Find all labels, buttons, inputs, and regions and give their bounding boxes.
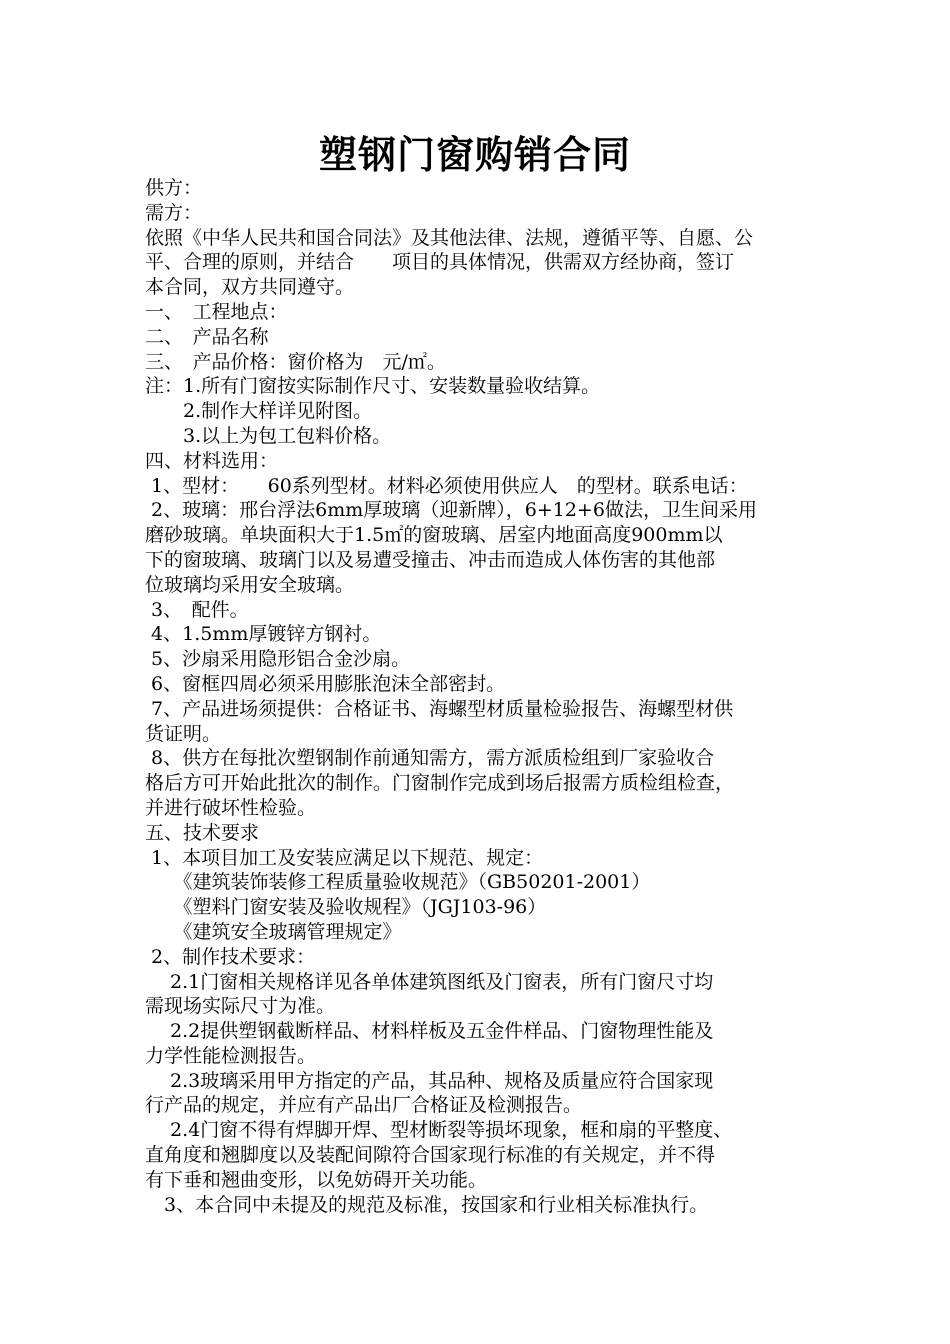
- text-line: 货证明。: [145, 722, 222, 745]
- text-line: 需现场实际尺寸为准。: [145, 995, 336, 1018]
- text-line: 直角度和翘脚度以及装配间隙符合国家现行标准的有关规定，并不得: [145, 1144, 716, 1167]
- text-line: 需方：: [145, 201, 203, 224]
- text-line: 有下垂和翘曲变形，以免妨碍开关功能。: [145, 1168, 488, 1191]
- text-line: 1、型材： 60系列型材。材料必须使用供应人 的型材。联系电话：: [145, 474, 748, 497]
- text-line: 2.制作大样详见附图。: [145, 400, 373, 423]
- text-line: 2.2提供塑钢截断样品、材料样板及五金件样品、门窗物理性能及: [145, 1020, 714, 1043]
- text-line: 2、玻璃：邢台浮法6mm厚玻璃（迎新牌），6+12+6做法，卫生间采用: [145, 499, 757, 522]
- text-line: 8、供方在每批次塑钢制作前通知需方，需方派质检组到厂家验收合: [145, 747, 715, 770]
- text-line: 1、本项目加工及安装应满足以下规范、规定：: [145, 846, 544, 869]
- text-line: 6、窗框四周必须采用膨胀泡沫全部密封。: [145, 672, 506, 695]
- text-line: 下的窗玻璃、玻璃门以及易遭受撞击、冲击而造成人体伤害的其他部: [145, 548, 716, 571]
- text-line: 四、材料选用：: [145, 449, 279, 472]
- text-line: 行产品的规定，并应有产品出厂合格证及检测报告。: [145, 1094, 583, 1117]
- text-line: 2.1门窗相关规格详见各单体建筑图纸及门窗表，所有门窗尺寸均: [145, 970, 714, 993]
- text-line: 4、1.5mm厚镀锌方钢衬。: [145, 623, 382, 646]
- text-line: 五、技术要求: [145, 821, 260, 844]
- text-line: 力学性能检测报告。: [145, 1044, 317, 1067]
- text-line: 三、 产品价格：窗价格为 元/㎡。: [145, 350, 446, 373]
- document-title: 塑钢门窗购销合同: [318, 133, 631, 177]
- text-line: 二、 产品名称: [145, 325, 269, 348]
- text-line: 一、 工程地点：: [145, 300, 288, 323]
- text-line: 本合同，双方共同遵守。: [145, 276, 355, 299]
- text-line: 2、制作技术要求：: [145, 945, 316, 968]
- text-line: 供方：: [145, 177, 203, 199]
- text-line: 《建筑安全玻璃管理规定》: [145, 920, 402, 943]
- text-line: 平、合理的原则，并结合 项目的具体情况，供需双方经协商，签订: [145, 251, 735, 274]
- text-line: 3、本合同中未提及的规范及标准，按国家和行业相关标准执行。: [145, 1193, 709, 1216]
- text-line: 《建筑装饰装修工程质量验收规范》（GB50201-2001）: [145, 871, 651, 894]
- document-body: [145, 176, 825, 1217]
- text-line: 磨砂玻璃。单块面积大于1.5㎡的窗玻璃、居室内地面高度900mm以: [145, 524, 723, 547]
- text-line: 7、产品进场须提供：合格证书、海螺型材质量检验报告、海螺型材供: [145, 697, 734, 720]
- text-line: 5、沙扇采用隐形铝合金沙扇。: [145, 648, 411, 671]
- text-line: 并进行破坏性检验。: [145, 796, 317, 819]
- text-line: 2.4门窗不得有焊脚开焊、型材断裂等损坏现象，框和扇的平整度、: [145, 1119, 733, 1142]
- text-line: 3、 配件。: [145, 598, 249, 621]
- text-line: 2.3玻璃采用甲方指定的产品，其品种、规格及质量应符合国家现: [145, 1069, 714, 1092]
- text-line: 依照《中华人民共和国合同法》及其他法律、法规，遵循平等、自愿、公: [145, 226, 754, 249]
- text-line: 《塑料门窗安装及验收规程》（JGJ103-96）: [145, 896, 547, 919]
- text-line: 格后方可开始此批次的制作。门窗制作完成到场后报需方质检组检查，: [145, 772, 735, 795]
- text-line: 位玻璃均采用安全玻璃。: [145, 573, 355, 596]
- text-line: 3.以上为包工包料价格。: [145, 424, 392, 447]
- text-line: 注：1.所有门窗按实际制作尺寸、安装数量验收结算。: [145, 375, 601, 398]
